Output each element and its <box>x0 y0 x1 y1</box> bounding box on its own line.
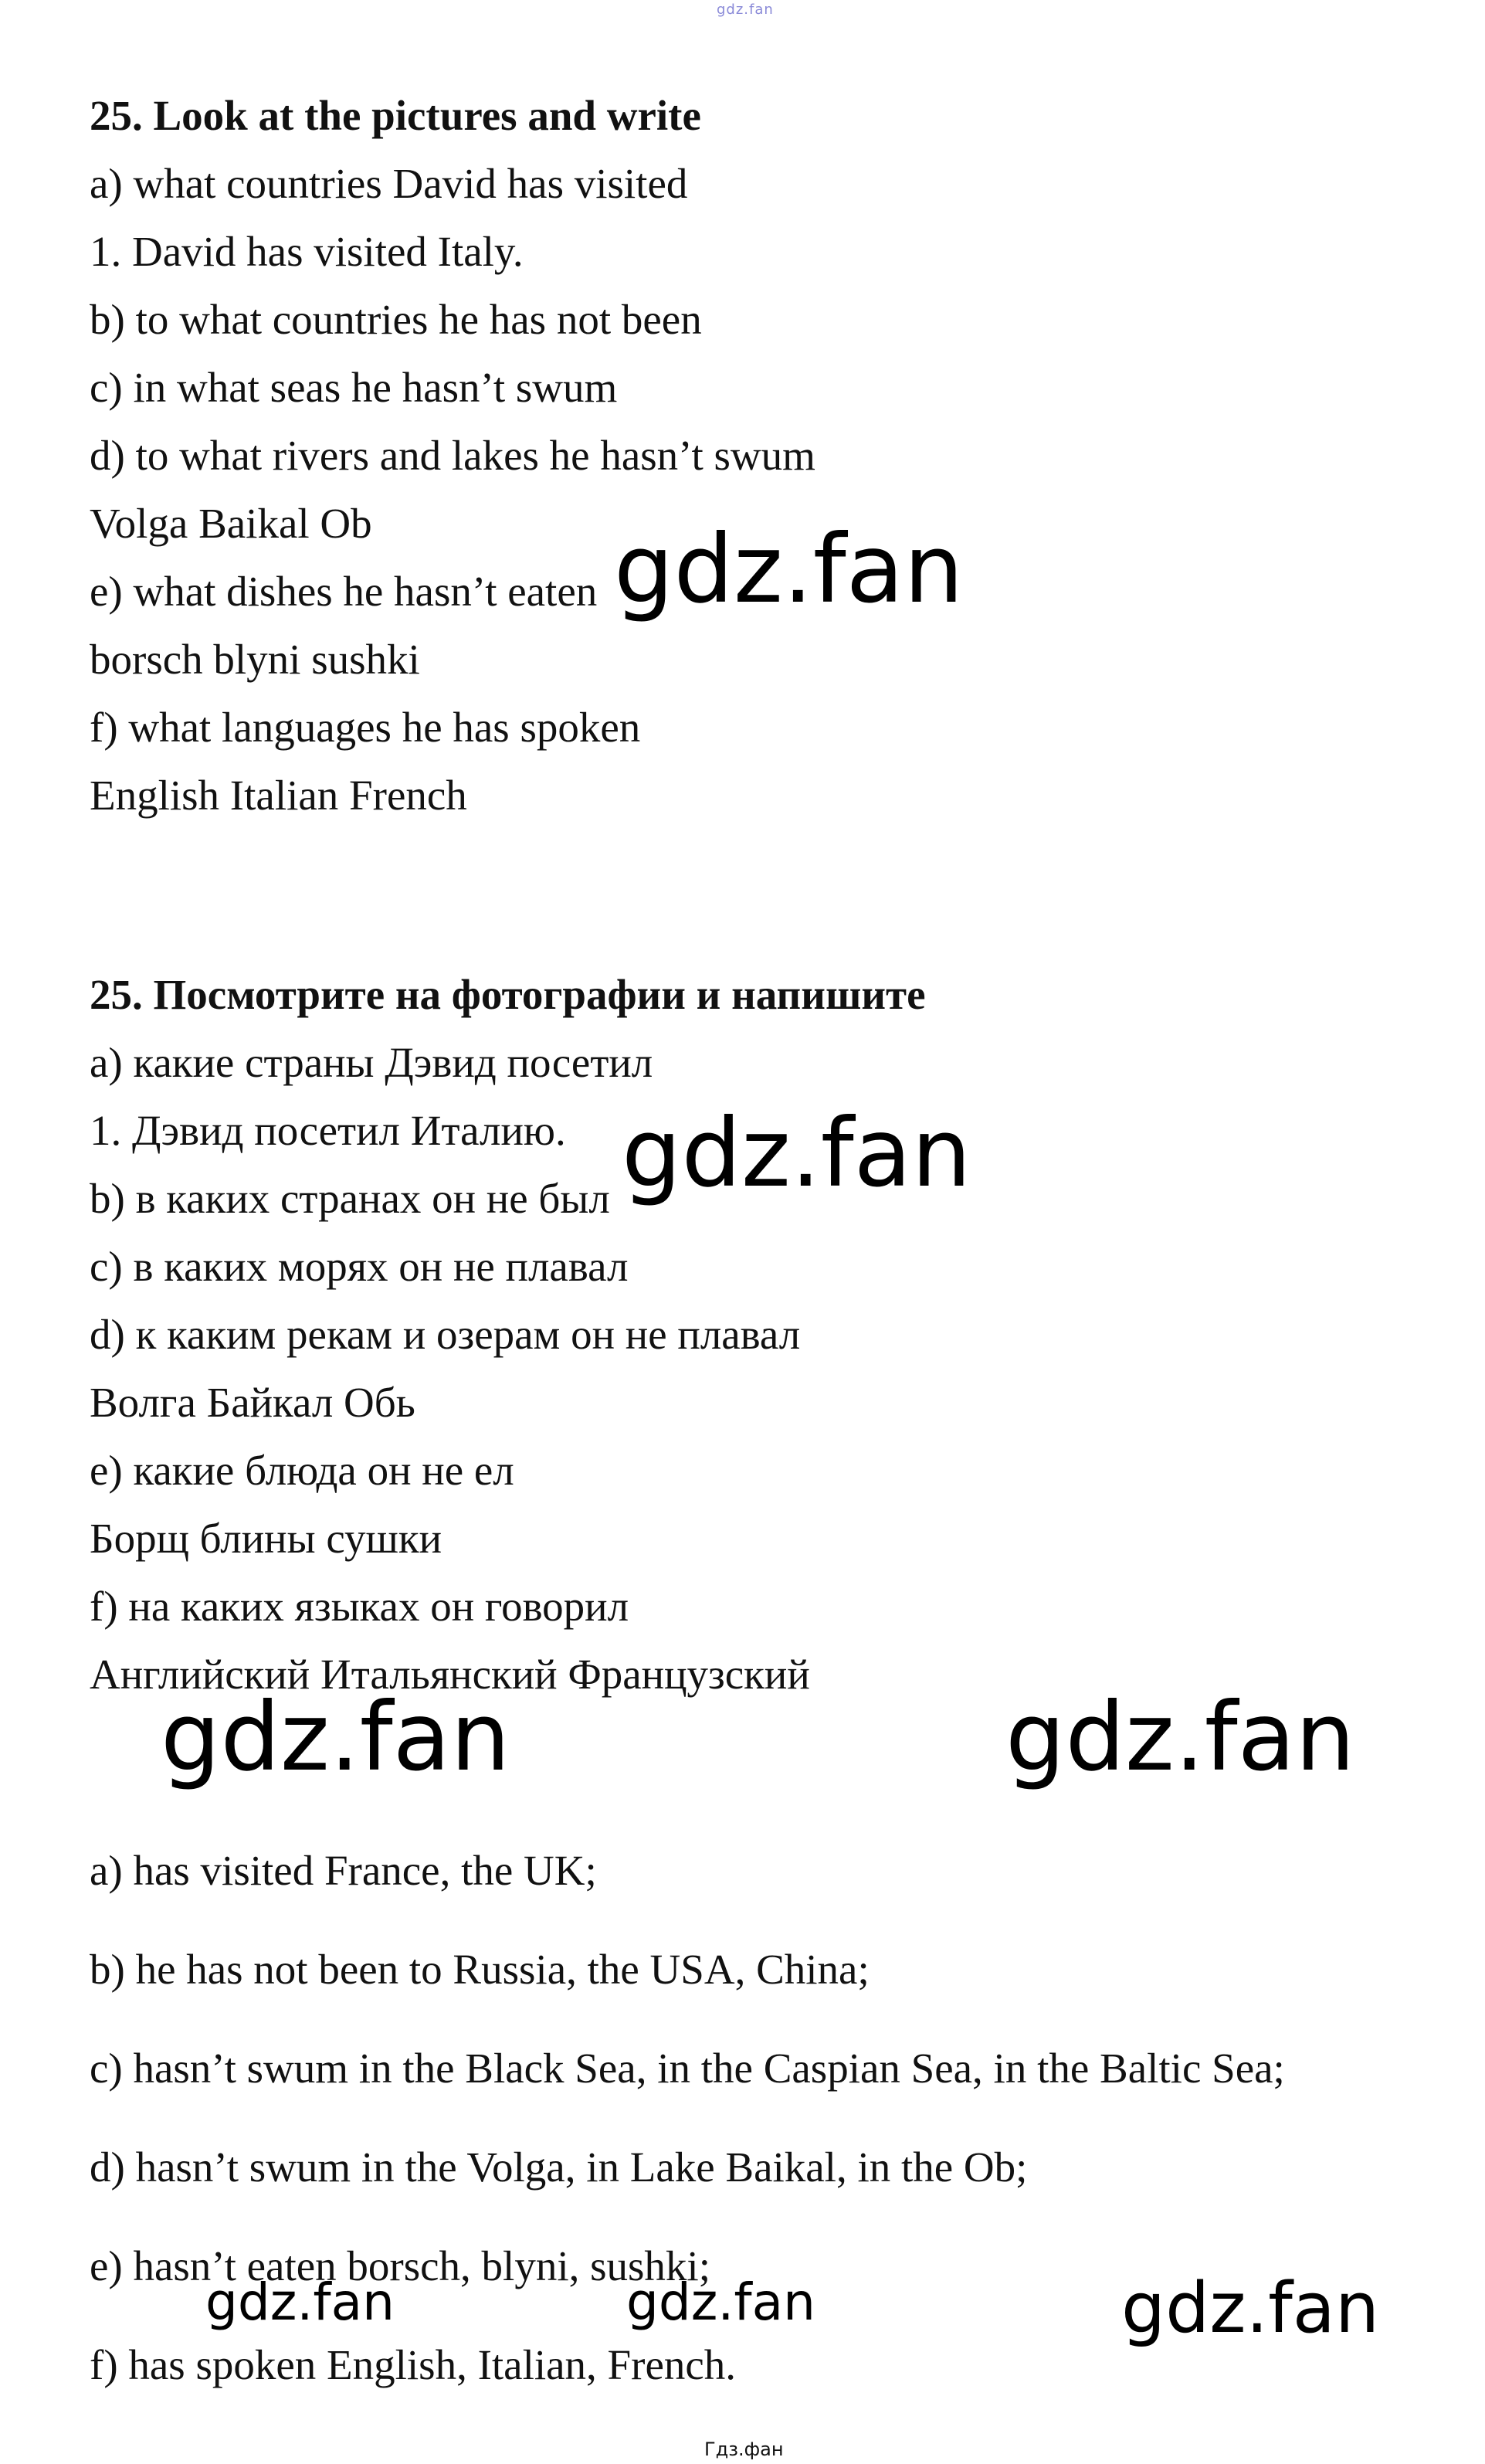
english-line-example: 1. David has visited Italy. <box>90 228 524 275</box>
answer-c: c) hasn’t swum in the Black Sea, in the Caspian Sea, in the Baltic Sea; <box>90 2045 1285 2092</box>
russian-title: 25. Посмотрите на фотографии и напишите <box>90 971 926 1018</box>
english-line-d: d) to what rivers and lakes he hasn’t swum <box>90 432 815 479</box>
russian-line-f: f) на каких языках он говорил <box>90 1583 629 1630</box>
watermark: gdz.fan <box>1005 1682 1355 1792</box>
russian-line-a: a) какие страны Дэвид посетил <box>90 1039 653 1086</box>
english-line-rivers: Volga Baikal Ob <box>90 500 372 547</box>
russian-line-d: d) к каким рекам и озерам он не плавал <box>90 1311 801 1358</box>
russian-line-b: b) в каких странах он не был <box>90 1175 610 1222</box>
header-watermark: gdz.fan <box>717 2 774 18</box>
answer-d: d) hasn’t swum in the Volga, in Lake Baikal, in the Ob; <box>90 2143 1028 2191</box>
english-line-f: f) what languages he has spoken <box>90 704 641 751</box>
russian-line-example: 1. Дэвид посетил Италию. <box>90 1107 566 1154</box>
english-line-a: a) what countries David has visited <box>90 160 688 207</box>
russian-line-e: e) какие блюда он не ел <box>90 1447 514 1494</box>
watermark: gdz.fan <box>626 2272 815 2332</box>
answer-b: b) he has not been to Russia, the USA, China; <box>90 1946 870 1993</box>
answer-a: a) has visited France, the UK; <box>90 1847 597 1894</box>
english-line-dishes: borsch blyni sushki <box>90 636 420 683</box>
answer-e: e) hasn’t eaten borsch, blyni, sushki; <box>90 2242 710 2289</box>
english-title: 25. Look at the pictures and write <box>90 92 701 139</box>
english-line-b: b) to what countries he has not been <box>90 296 702 343</box>
english-line-e: e) what dishes he hasn’t eaten <box>90 568 598 615</box>
watermark: gdz.fan <box>614 514 964 624</box>
watermark: gdz.fan <box>622 1098 971 1208</box>
english-line-c: c) in what seas he hasn’t swum <box>90 364 618 411</box>
footer-text: Гдз.фан <box>704 2439 784 2460</box>
english-line-languages: English Italian French <box>90 772 467 819</box>
watermark: gdz.fan <box>205 2272 395 2332</box>
russian-line-dishes: Борщ блины сушки <box>90 1515 442 1562</box>
russian-line-rivers: Волга Байкал Обь <box>90 1379 415 1426</box>
russian-line-languages: Английский Итальянский Французский <box>90 1651 810 1698</box>
watermark: gdz.fan <box>161 1682 510 1792</box>
answer-f: f) has spoken English, Italian, French. <box>90 2341 737 2388</box>
russian-line-c: c) в каких морях он не плавал <box>90 1243 629 1290</box>
watermark: gdz.fan <box>1121 2268 1379 2349</box>
